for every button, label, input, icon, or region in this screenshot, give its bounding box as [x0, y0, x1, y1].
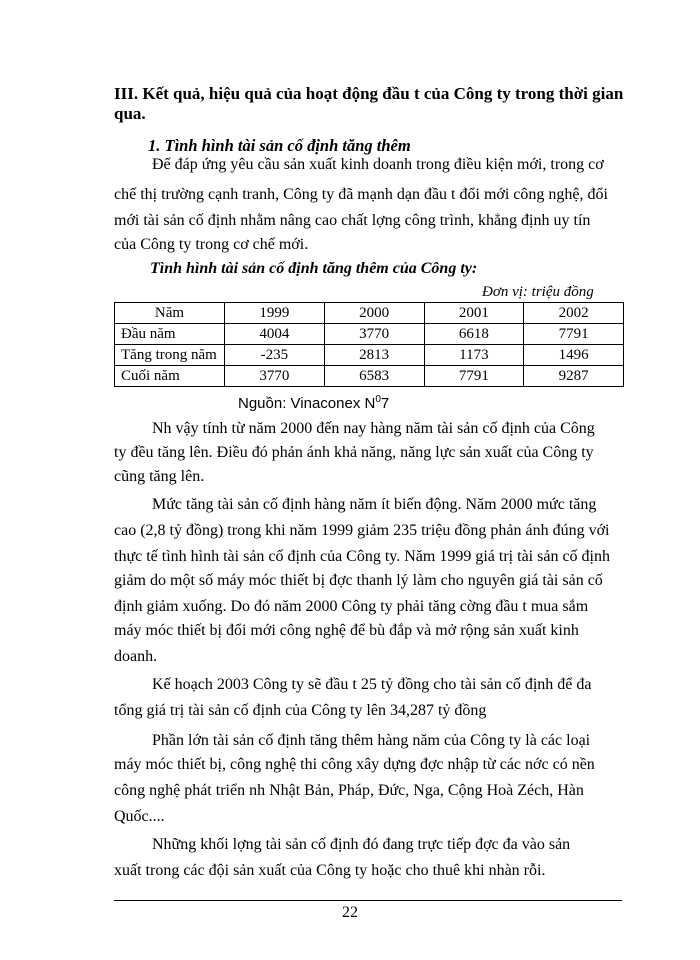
table-cell: 3770 [225, 366, 325, 387]
table-unit: Đơn vị: triệu đồng [482, 284, 594, 300]
table-cell: 2813 [324, 345, 424, 366]
intro-line-1: Để đáp ứng yêu cầu sản xuất kinh doanh trong điều kiện mới, trong cơ [152, 156, 604, 173]
table-header-cell: 2001 [424, 303, 524, 324]
table-cell: 9287 [524, 366, 624, 387]
table-header-cell: Năm [115, 303, 225, 324]
body-line-7: giảm do một số máy móc thiết bị đợc thanh lý làm cho nguyên giá tài sản cố [114, 572, 603, 589]
table-row [115, 366, 624, 387]
table-cell: 1173 [424, 345, 524, 366]
body-line-12: tổng giá trị tài sản cố định của Công ty lên 34,287 tỷ đồng [114, 702, 487, 719]
table-header-row [115, 303, 624, 324]
body-line-11: Kế hoạch 2003 Công ty sẽ đầu t 25 tỷ đồng cho tài sản cố định để đa [152, 676, 592, 693]
body-line-15: công nghệ phát triển nh Nhật Bản, Pháp, Đức, Nga, Cộng Hoà Zéch, Hàn [114, 782, 584, 799]
table-cell: 7791 [524, 324, 624, 345]
table-header-cell: 2000 [324, 303, 424, 324]
intro-line-2: chế thị trường cạnh tranh, Công ty đã mạnh dạn đầu t đổi mới công nghệ, đổi [114, 186, 608, 203]
body-line-1: Nh vậy tính từ năm 2000 đến nay hàng năm tài sản cố định của Công [152, 420, 595, 437]
page-number: 22 [342, 904, 358, 921]
section-heading: III. Kết quả, hiệu quả của hoạt động đầu t của Công ty trong thời gian qua. [114, 84, 624, 123]
table-cell: -235 [225, 345, 325, 366]
intro-line-4: của Công ty trong cơ chế mới. [114, 236, 309, 253]
fixed-assets-table [114, 302, 624, 387]
body-line-8: định giảm xuống. Do đó năm 2000 Công ty phải tăng cờng đầu t mua sắm [114, 598, 589, 615]
table-row [115, 345, 624, 366]
table-cell: 6618 [424, 324, 524, 345]
body-line-10: doanh. [114, 648, 158, 665]
body-line-5: cao (2,8 tỷ đồng) trong khi năm 1999 giảm 235 triệu đồng phản ánh đúng với [114, 522, 610, 539]
intro-line-3: mới tài sản cố định nhằm nâng cao chất lợng công trình, khẳng định uy tín [114, 212, 591, 229]
body-line-13: Phần lớn tài sản cố định tăng thêm hàng năm của Công ty là các loại [152, 732, 591, 749]
table-cell: 3770 [324, 324, 424, 345]
body-line-16: Quốc.... [114, 808, 165, 825]
table-source [238, 394, 389, 412]
source-superscript: 0 [375, 394, 381, 405]
body-line-3: cũng tăng lên. [114, 468, 205, 485]
table-row [115, 324, 624, 345]
table-cell: 6583 [324, 366, 424, 387]
body-line-18: xuất trong các đội sản xuất của Công ty hoặc cho thuê khi nhàn rỗi. [114, 862, 546, 879]
footer-divider [114, 900, 622, 901]
table-cell: 7791 [424, 366, 524, 387]
subsection-heading: 1. Tình hình tài sản cố định tăng thêm [148, 136, 411, 155]
source-text: Nguồn: Vinaconex N [238, 395, 376, 412]
table-header-cell: 2002 [524, 303, 624, 324]
body-line-14: máy móc thiết bị, công nghệ thi công xây dựng đợc nhập từ các nớc có nền [114, 756, 595, 773]
table-header-cell: 1999 [225, 303, 325, 324]
table-cell: 1496 [524, 345, 624, 366]
row-label: Tăng trong năm [115, 345, 225, 366]
row-label: Cuối năm [115, 366, 225, 387]
body-line-2: ty đều tăng lên. Điều đó phản ánh khả năng, năng lực sản xuất của Công ty [114, 444, 594, 461]
row-label: Đầu năm [115, 324, 225, 345]
table-cell: 4004 [225, 324, 325, 345]
table-caption: Tình hình tài sản cố định tăng thêm của Công ty: [150, 260, 478, 277]
body-line-9: máy móc thiết bị đổi mới công nghệ để bù đắp và mở rộng sản xuất kinh [114, 622, 579, 639]
body-line-17: Những khối lợng tài sản cố định đó đang trực tiếp đợc đa vào sản [152, 836, 571, 853]
body-line-6: thực tế tình hình tài sản cố định của Công ty. Năm 1999 giá trị tài sản cố định [114, 548, 610, 565]
source-suffix: 7 [380, 395, 390, 412]
body-line-4: Mức tăng tài sản cố định hàng năm ít biến động. Năm 2000 mức tăng [152, 496, 597, 513]
